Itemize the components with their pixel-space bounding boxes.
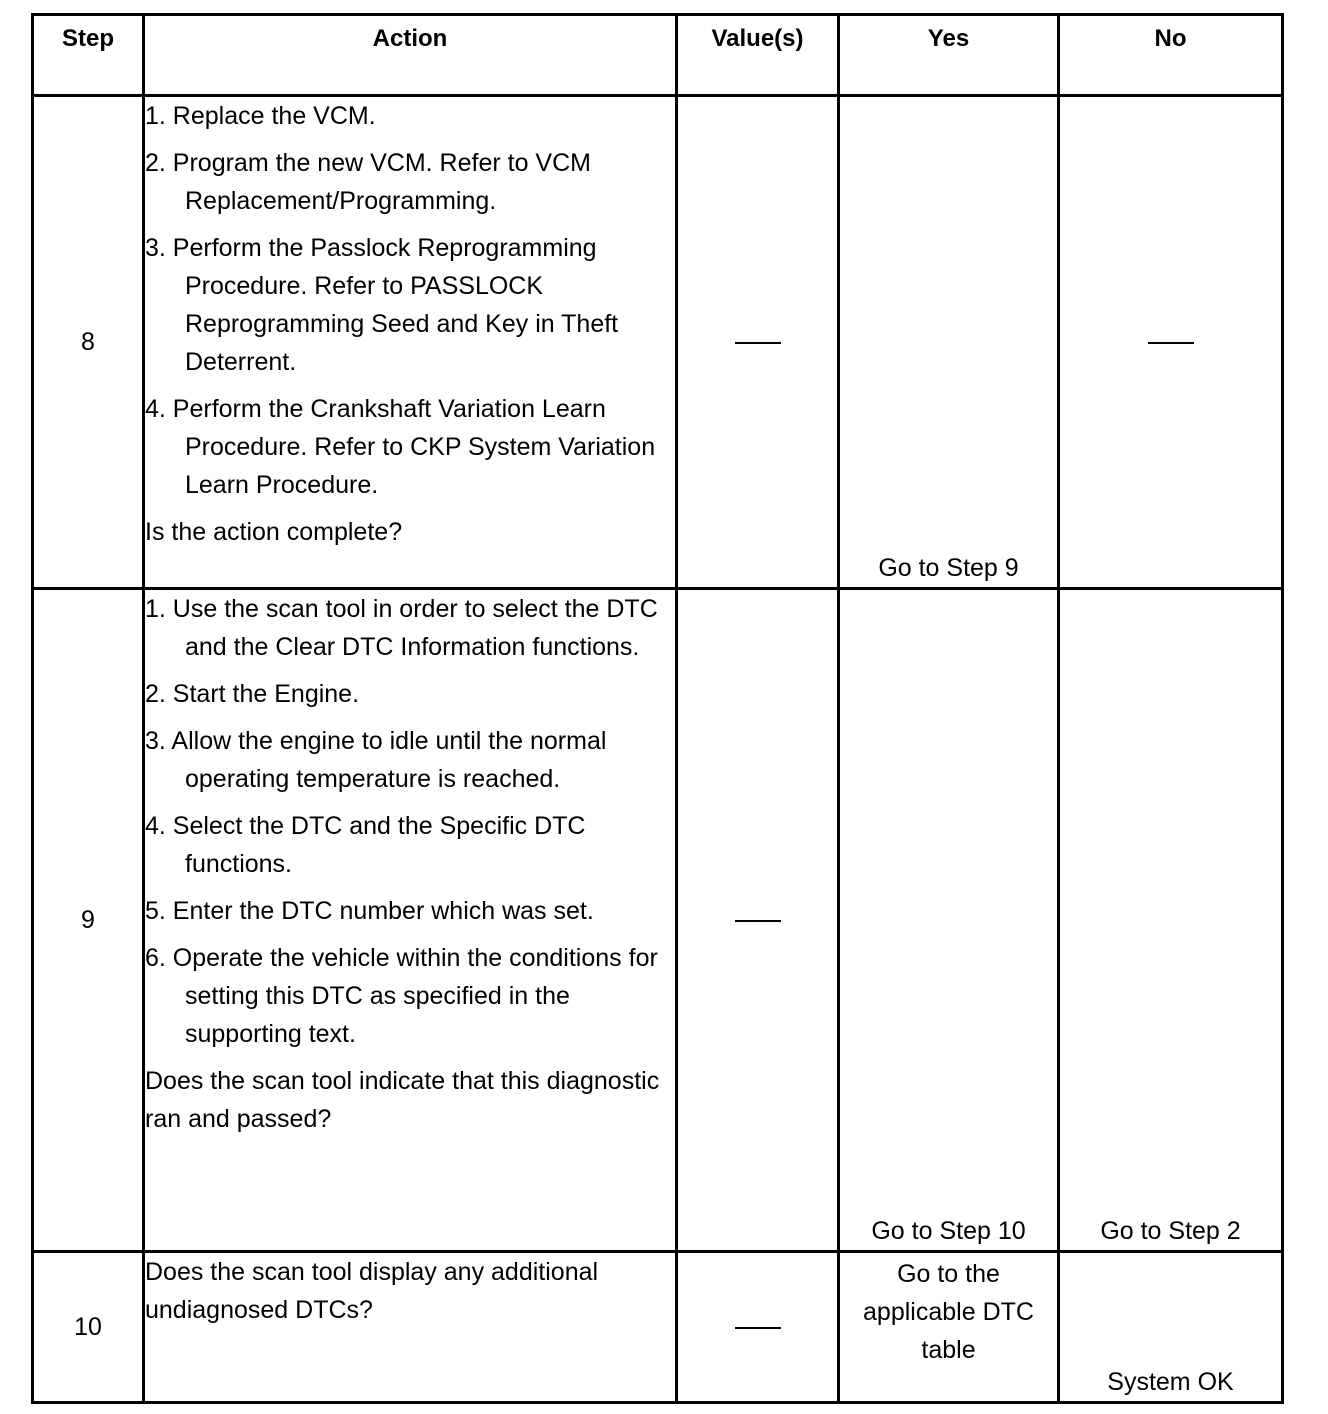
step-number: 10 (33, 1252, 144, 1403)
action-question: Is the action complete? (145, 518, 403, 546)
empty-value-dash (735, 1327, 781, 1329)
action-item: 2. Program the new VCM. Refer to VCM Replacement/Programming. (145, 149, 591, 215)
action-question: Does the scan tool indicate that this diagnostic ran and passed? (145, 1067, 660, 1133)
header-yes: Yes (839, 15, 1059, 96)
empty-value-dash (735, 920, 781, 922)
header-step: Step (33, 15, 144, 96)
action-item: 3. Allow the engine to idle until the normal operating temperature is reached. (145, 727, 607, 793)
action-item: 5. Enter the DTC number which was set. (145, 897, 594, 925)
action-cell (144, 589, 677, 1252)
yes-cell: Go to Step 9 (839, 96, 1059, 589)
step-number: 8 (33, 96, 144, 589)
action-item: 1. Replace the VCM. (145, 102, 376, 130)
table-row (33, 1252, 1283, 1403)
table-row (33, 96, 1283, 589)
value-cell (677, 96, 839, 589)
yes-cell: Go to the applicable DTC table (839, 1252, 1059, 1403)
no-cell: Go to Step 2 (1059, 589, 1283, 1252)
header-value: Value(s) (677, 15, 839, 96)
value-cell (677, 589, 839, 1252)
no-cell: System OK (1059, 1252, 1283, 1403)
empty-value-dash (1148, 342, 1194, 344)
yes-cell: Go to Step 10 (839, 589, 1059, 1252)
action-item: 4. Select the DTC and the Specific DTC functions. (145, 812, 586, 878)
header-row (33, 15, 1283, 96)
diagnostic-table (31, 13, 1284, 1404)
action-item: 6. Operate the vehicle within the conditions for setting this DTC as specified in the supporting text. (145, 944, 658, 1048)
action-item: 2. Start the Engine. (145, 680, 360, 708)
action-item: 4. Perform the Crankshaft Variation Learn Procedure. Refer to CKP System Variation Learn Procedure. (145, 395, 656, 499)
step-number: 9 (33, 589, 144, 1252)
action-cell (144, 96, 677, 589)
empty-value-dash (735, 342, 781, 344)
action-item: 1. Use the scan tool in order to select the DTC and the Clear DTC Information functions. (145, 595, 658, 661)
no-cell (1059, 96, 1283, 589)
action-question: Does the scan tool display any additional undiagnosed DTCs? (145, 1258, 599, 1324)
action-item: 3. Perform the Passlock Reprogramming Procedure. Refer to PASSLOCK Reprogramming Seed and Key in Theft Deterrent. (145, 234, 619, 376)
action-cell (144, 1252, 677, 1403)
table-row (33, 589, 1283, 1252)
header-no: No (1059, 15, 1283, 96)
header-action: Action (144, 15, 677, 96)
value-cell (677, 1252, 839, 1403)
